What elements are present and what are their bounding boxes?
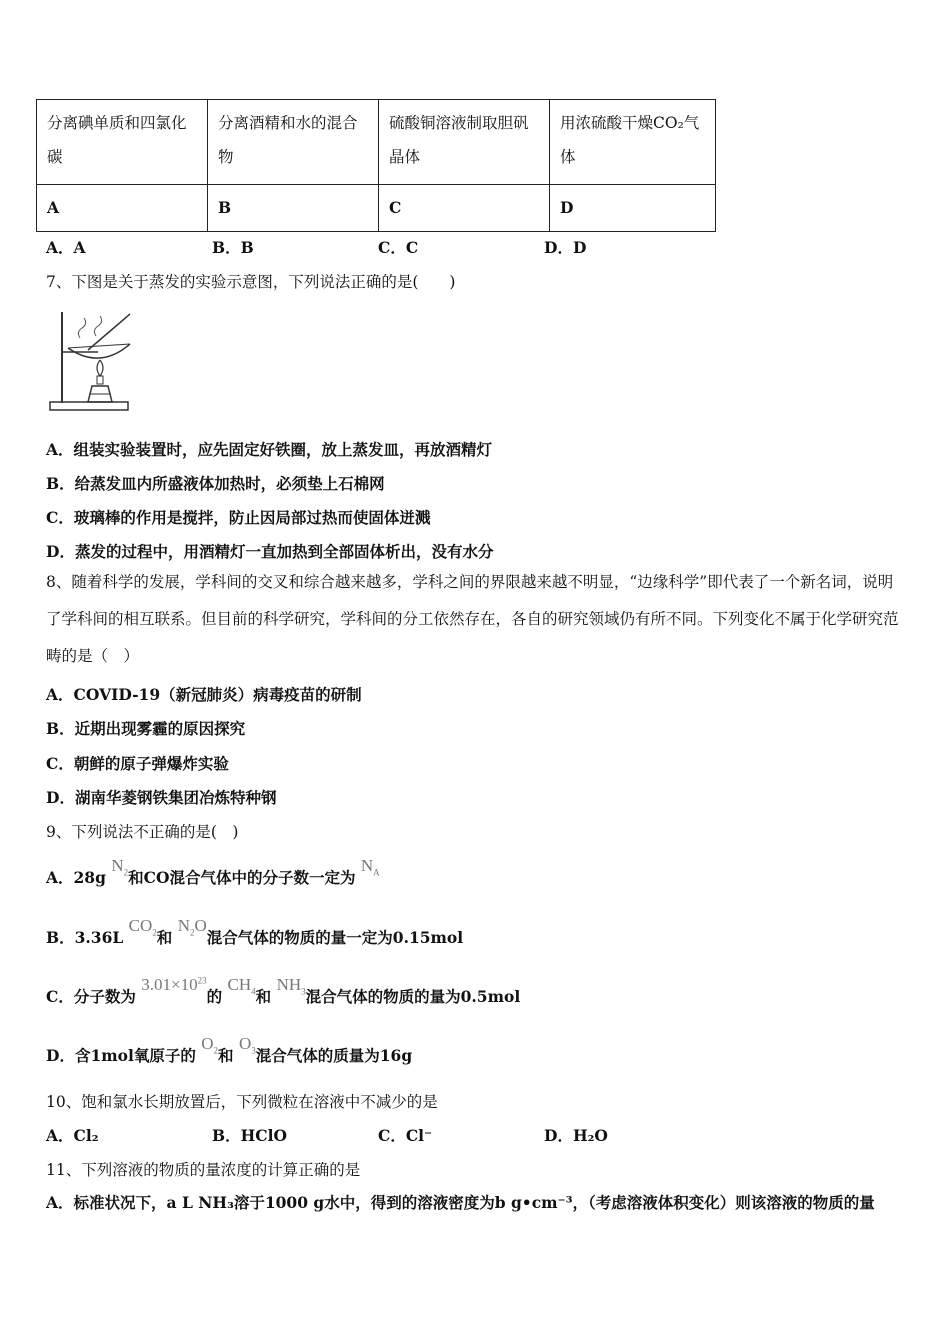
choice: B．B	[212, 238, 254, 257]
q10-stem: 10、饱和氯水长期放置后，下列微粒在溶液中不减少的是	[46, 1093, 438, 1111]
q7-option-a: A．组装实验装置时，应先固定好铁圈，放上蒸发皿，再放酒精灯	[46, 440, 493, 459]
text: B．3.36L	[46, 928, 124, 947]
q8-option-d: D．湖南华菱钢铁集团冶炼特种钢	[46, 788, 277, 807]
table-cell: B	[208, 185, 379, 232]
q9-option-a	[46, 856, 380, 889]
formula-o3: $O_3$	[238, 1034, 256, 1056]
text: C．分子数为	[46, 987, 136, 1006]
q8-option-a: A．COVID-19（新冠肺炎）病毒疫苗的研制	[46, 685, 362, 704]
formula-na: $N_A$	[360, 856, 380, 878]
choice: D．D	[544, 238, 587, 257]
q9-option-b	[46, 916, 464, 949]
formula-avogadro-half: $3.01\times 10^{23}$	[141, 975, 207, 994]
table-cell: 硫酸铜溶液制取胆矾晶体	[379, 100, 550, 185]
text: 和	[255, 987, 272, 1006]
q8-option-c: C．朝鲜的原子弹爆炸实验	[46, 754, 229, 773]
q11-stem: 11、下列溶液的物质的量浓度的计算正确的是	[46, 1161, 361, 1179]
q11-option-a: A．标准状况下，a L NH₃溶于1000 g水中，得到的溶液密度为b g•cm⁻³，（考虑溶液体积变化）则该溶液的物质的量	[46, 1193, 875, 1212]
q7-option-d: D．蒸发的过程中，用酒精灯一直加热到全部固体析出，没有水分	[46, 542, 494, 561]
q9-option-c	[46, 975, 521, 1008]
formula-nh3: $NH_3$	[276, 975, 306, 997]
q6-choices	[46, 236, 710, 258]
q7-option-c: C．玻璃棒的作用是搅拌，防止因局部过热而使固体迸溅	[46, 508, 431, 527]
table-cell: 分离酒精和水的混合物	[208, 100, 379, 185]
text: 和	[218, 1046, 234, 1065]
q9-option-d	[46, 1034, 413, 1067]
formula-n2o: $N_2O$	[177, 916, 207, 938]
q8-option-b: B．近期出现雾霾的原因探究	[46, 719, 246, 738]
choice: C．Cl⁻	[378, 1126, 433, 1145]
text: 和	[156, 928, 173, 947]
choice: A．Cl₂	[46, 1126, 99, 1145]
choice: D．H₂O	[544, 1126, 608, 1145]
q7-stem: 7、下图是关于蒸发的实验示意图，下列说法正确的是( )	[46, 273, 456, 291]
evaporation-apparatus-figure	[48, 308, 134, 414]
q9-stem: 9、下列说法不正确的是( )	[46, 823, 239, 841]
text: 和CO混合气体中的分子数一定为	[128, 868, 356, 887]
q8-stem: 8、随着科学的发展，学科间的交叉和综合越来越多，学科之间的界限越来越不明显，“边缘科学”即代表了一个新名词，说明了学科间的相互联系。但目前的科学研究，学科间的分工依然存在，各自的研究领域仍有所不同。下列变化不属于化学研究范畴的是（ ）	[46, 573, 899, 665]
formula-n2: $N_2$	[111, 856, 129, 878]
formula-ch4: $CH_4$	[227, 975, 256, 997]
text: 的	[206, 987, 223, 1006]
q10-choices	[46, 1124, 710, 1146]
choice: C．C	[378, 238, 419, 257]
options-table	[36, 99, 716, 232]
formula-o2: $O_2$	[201, 1034, 219, 1056]
table-cell: C	[379, 185, 550, 232]
table-cell: 用浓硫酸干燥CO₂气体	[550, 100, 716, 185]
choice: A．A	[46, 238, 86, 257]
table-cell: 分离碘单质和四氯化碳	[37, 100, 208, 185]
table-cell: D	[550, 185, 716, 232]
text: 混合气体的物质的量一定为0.15mol	[206, 928, 464, 947]
choice: B．HClO	[212, 1126, 287, 1145]
text: 混合气体的物质的量为0.5mol	[305, 987, 521, 1006]
formula-co2: $CO_2$	[128, 916, 157, 938]
q7-option-b: B．给蒸发皿内所盛液体加热时，必须垫上石棉网	[46, 474, 385, 493]
text: D．含1mol氧原子的	[46, 1046, 196, 1065]
text: A．28g	[46, 868, 106, 887]
table-cell: A	[37, 185, 208, 232]
text: 混合气体的质量为16g	[255, 1046, 413, 1065]
